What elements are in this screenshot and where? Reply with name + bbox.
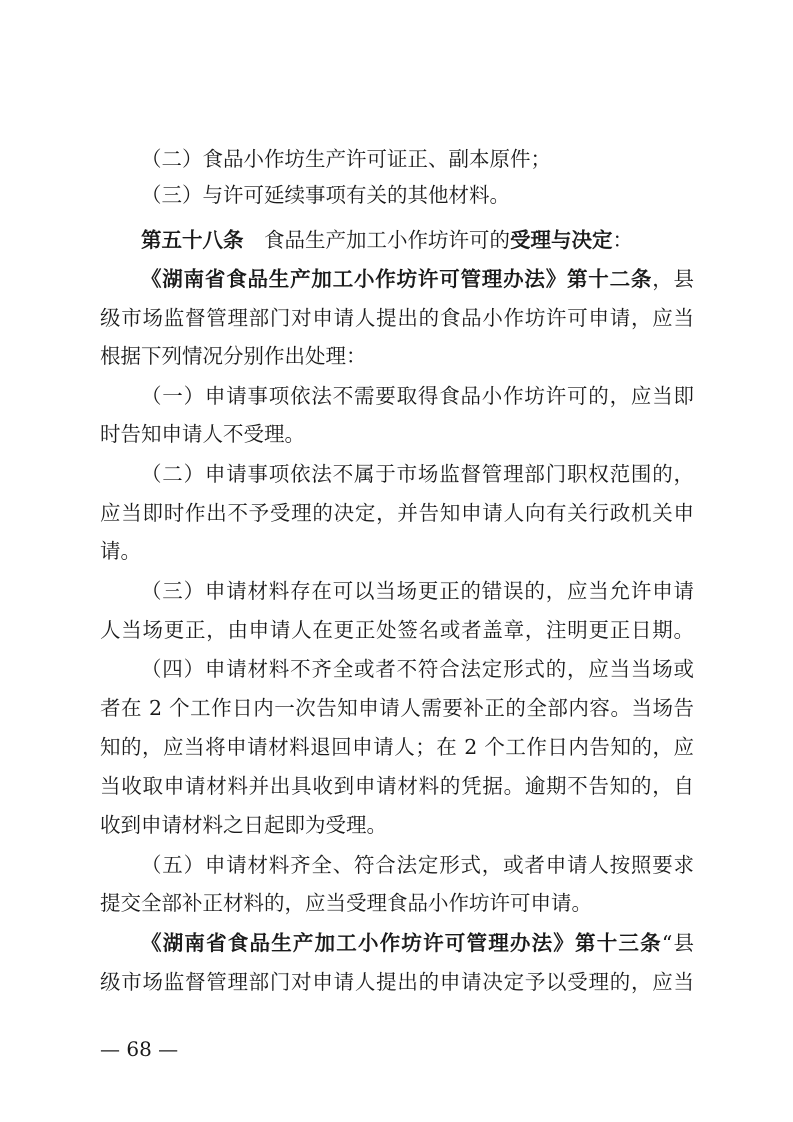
text-run: 级市场监督管理部门对申请人提出的申请决定予以受理的，应当 xyxy=(100,970,694,994)
text-line xyxy=(100,305,694,331)
text-line xyxy=(100,773,694,799)
text-line xyxy=(141,227,694,253)
text-run: （二）申请事项依法不属于市场监督管理部门职权范围的， xyxy=(141,462,694,486)
text-line xyxy=(141,852,694,878)
text-line xyxy=(100,890,694,916)
text-line xyxy=(141,182,694,208)
text-line xyxy=(100,421,694,447)
text-line xyxy=(141,266,694,292)
text-line xyxy=(100,812,694,838)
text-line xyxy=(100,695,694,721)
text-line xyxy=(141,461,694,487)
text-run: （二）食品小作坊生产许可证正、副本原件； xyxy=(141,147,551,171)
text-run: 收到申请材料之日起即为受理。 xyxy=(100,813,387,837)
text-run: （三）与许可延续事项有关的其他材料。 xyxy=(141,183,510,207)
text-line xyxy=(100,500,694,526)
text-line xyxy=(141,656,694,682)
text-line xyxy=(100,617,694,643)
text-run: 食品生产加工小作坊许可的 xyxy=(243,228,510,252)
text-run: 时告知申请人不受理。 xyxy=(100,422,305,446)
text-run: ，县 xyxy=(652,267,695,291)
text-run: （五）申请材料齐全、符合法定形式，或者申请人按照要求 xyxy=(141,853,694,877)
text-run: 者在 2 个工作日内一次告知申请人需要补正的全部内容。当场告 xyxy=(100,696,694,720)
text-line xyxy=(141,578,694,604)
text-run: “县 xyxy=(661,931,695,955)
text-line xyxy=(100,343,694,369)
text-run: 当收取申请材料并出具收到申请材料的凭据。逾期不告知的，自 xyxy=(100,774,694,798)
bold-text-run: 《湖南省食品生产加工小作坊许可管理办法》第十三条 xyxy=(141,931,662,955)
text-run: 请。 xyxy=(100,539,141,563)
text-line xyxy=(100,734,694,760)
text-run: 级市场监督管理部门对申请人提出的食品小作坊许可申请，应当 xyxy=(100,306,694,330)
text-run: 知的，应当将申请材料退回申请人；在 2 个工作日内告知的，应 xyxy=(100,735,694,759)
text-run: （一）申请事项依法不需要取得食品小作坊许可的，应当即 xyxy=(141,384,694,408)
bold-text-run: 受理与决定 xyxy=(510,228,613,252)
text-run: 应当即时作出不予受理的决定，并告知申请人向有关行政机关申 xyxy=(100,501,694,525)
text-run: 人当场更正，由申请人在更正处签名或者盖章，注明更正日期。 xyxy=(100,618,694,642)
text-line xyxy=(141,930,694,956)
bold-text-run: 《湖南省食品生产加工小作坊许可管理办法》第十二条 xyxy=(141,267,653,291)
text-line xyxy=(100,538,694,564)
text-line xyxy=(100,969,694,995)
text-run: （四）申请材料不齐全或者不符合法定形式的，应当当场或 xyxy=(141,657,694,681)
text-run: （三）申请材料存在可以当场更正的错误的，应当允许申请 xyxy=(141,579,694,603)
bold-text-run: 第五十八条 xyxy=(141,228,244,252)
text-run: 根据下列情况分别作出处理： xyxy=(100,344,367,368)
page-number: — 68 — xyxy=(100,1037,179,1061)
text-run: 提交全部补正材料的，应当受理食品小作坊许可申请。 xyxy=(100,891,592,915)
text-line xyxy=(141,146,694,172)
text-run: ： xyxy=(612,228,633,252)
text-line xyxy=(141,383,694,409)
